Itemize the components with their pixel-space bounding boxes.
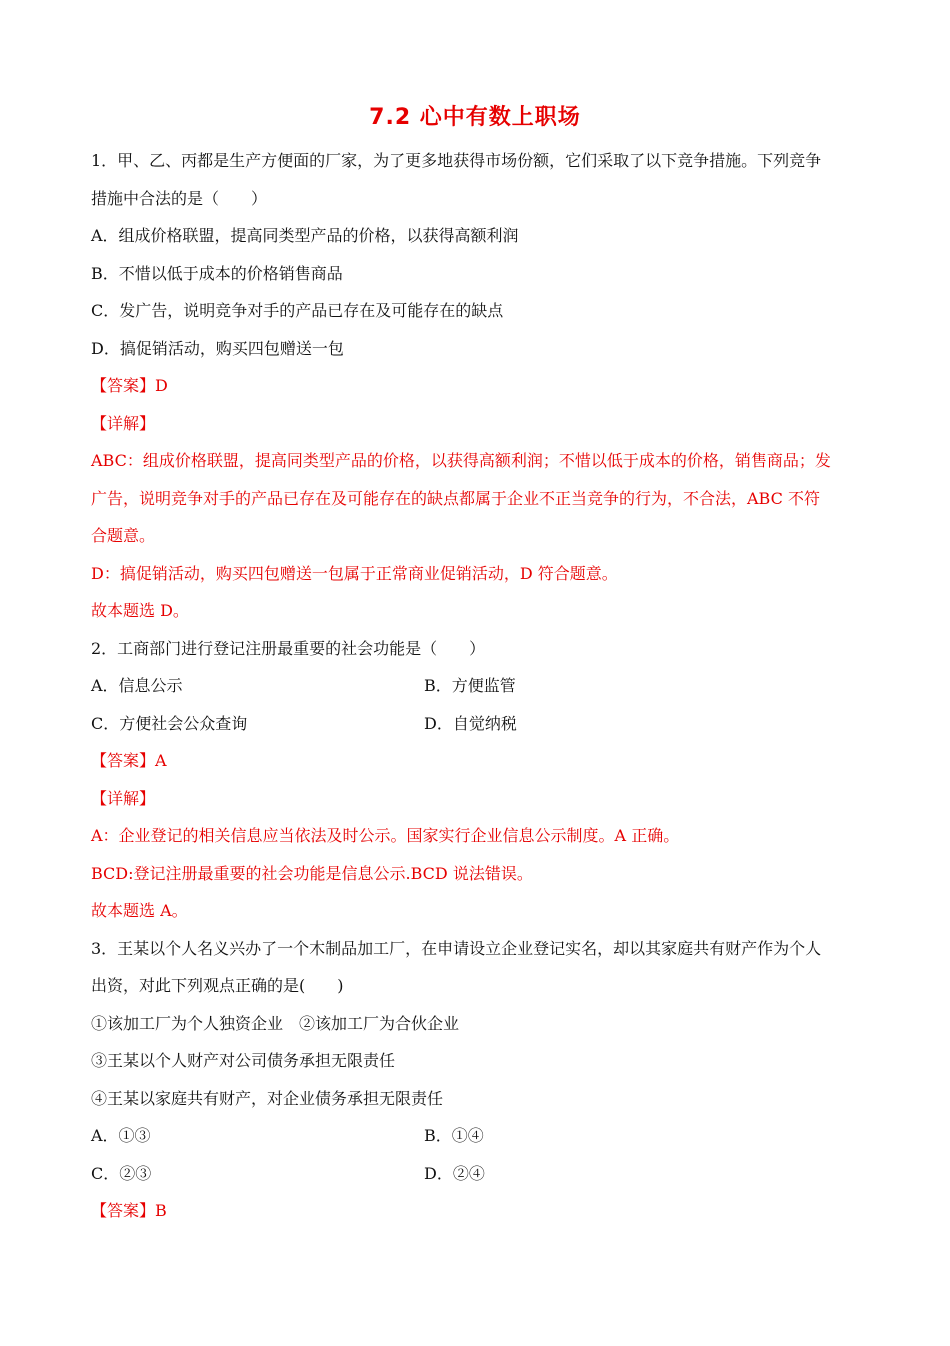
statement: ③王某以个人财产对公司债务承担无限责任 bbox=[91, 1051, 396, 1070]
answer-line bbox=[91, 742, 861, 780]
answer-value: A bbox=[155, 751, 167, 770]
detail-text: D：搞促销活动，购买四包赠送一包属于正常商业促销活动，D 符合题意。 bbox=[91, 563, 618, 583]
answer-label: 【答案】 bbox=[91, 751, 156, 770]
document-body bbox=[91, 142, 861, 1230]
answer-value: B bbox=[155, 1201, 167, 1220]
answer-label: 【答案】 bbox=[91, 1201, 156, 1220]
option-c: C．方便社会公众查询 bbox=[91, 713, 248, 733]
option-b: B．方便监管 bbox=[424, 676, 516, 695]
option-d: D．搞促销活动，购买四包赠送一包 bbox=[91, 338, 344, 358]
option-d: D．②④ bbox=[424, 1163, 485, 1183]
detail-label: 【详解】 bbox=[91, 413, 156, 433]
question-stem: 1．甲、乙、丙都是生产方便面的厂家，为了更多地获得市场份额，它们采取了以下竞争措施。下列竞争 bbox=[91, 151, 822, 170]
option-d: D．自觉纳税 bbox=[424, 713, 517, 733]
option-a: A．组成价格联盟，提高同类型产品的价格，以获得高额利润 bbox=[91, 226, 519, 245]
question-stem: 3．王某以个人名义兴办了一个木制品加工厂，在申请设立企业登记实名，却以其家庭共有财产作为个人 bbox=[91, 938, 822, 958]
option-b: B．①④ bbox=[424, 1126, 484, 1145]
option-a: A．①③ bbox=[91, 1126, 151, 1145]
options-row bbox=[91, 1117, 861, 1155]
question-3 bbox=[91, 930, 861, 1230]
answer-value: D bbox=[155, 376, 168, 395]
detail-text: 广告，说明竞争对手的产品已存在及可能存在的缺点都属于企业不正当竞争的行为，不合法，ABC 不符 bbox=[91, 488, 820, 508]
statement: ①该加工厂为个人独资企业 ②该加工厂为合伙企业 bbox=[91, 1013, 460, 1033]
question-1 bbox=[91, 142, 861, 630]
detail-label: 【详解】 bbox=[91, 788, 156, 808]
question-stem: 2．工商部门进行登记注册最重要的社会功能是（ ） bbox=[91, 638, 486, 658]
page-title: 7.2 心中有数上职场 bbox=[369, 105, 581, 130]
option-b: B．不惜以低于成本的价格销售商品 bbox=[91, 263, 343, 283]
detail-text: ABC：组成价格联盟，提高同类型产品的价格，以获得高额利润；不惜以低于成本的价格，销售商品；发 bbox=[91, 451, 831, 470]
question-stem: 出资，对此下列观点正确的是( ) bbox=[91, 976, 344, 995]
answer-line bbox=[91, 1192, 861, 1230]
answer-label: 【答案】 bbox=[91, 376, 156, 395]
option-c: C．②③ bbox=[91, 1163, 152, 1183]
question-stem: 措施中合法的是（ ） bbox=[91, 188, 268, 208]
options-row bbox=[91, 705, 861, 743]
conclusion: 故本题选 A。 bbox=[91, 901, 188, 920]
detail-text: BCD:登记注册最重要的社会功能是信息公示.BCD 说法错误。 bbox=[91, 863, 533, 883]
answer-line bbox=[91, 367, 861, 405]
conclusion: 故本题选 D。 bbox=[91, 601, 189, 620]
options-row bbox=[91, 667, 861, 705]
option-a: A．信息公示 bbox=[91, 676, 183, 695]
question-2 bbox=[91, 630, 861, 930]
options-row bbox=[91, 1155, 861, 1193]
detail-text: A：企业登记的相关信息应当依法及时公示。国家实行企业信息公示制度。A 正确。 bbox=[91, 826, 680, 845]
detail-text: 合题意。 bbox=[91, 526, 156, 545]
statement: ④王某以家庭共有财产，对企业债务承担无限责任 bbox=[91, 1088, 444, 1108]
option-c: C．发广告，说明竞争对手的产品已存在及可能存在的缺点 bbox=[91, 301, 504, 320]
